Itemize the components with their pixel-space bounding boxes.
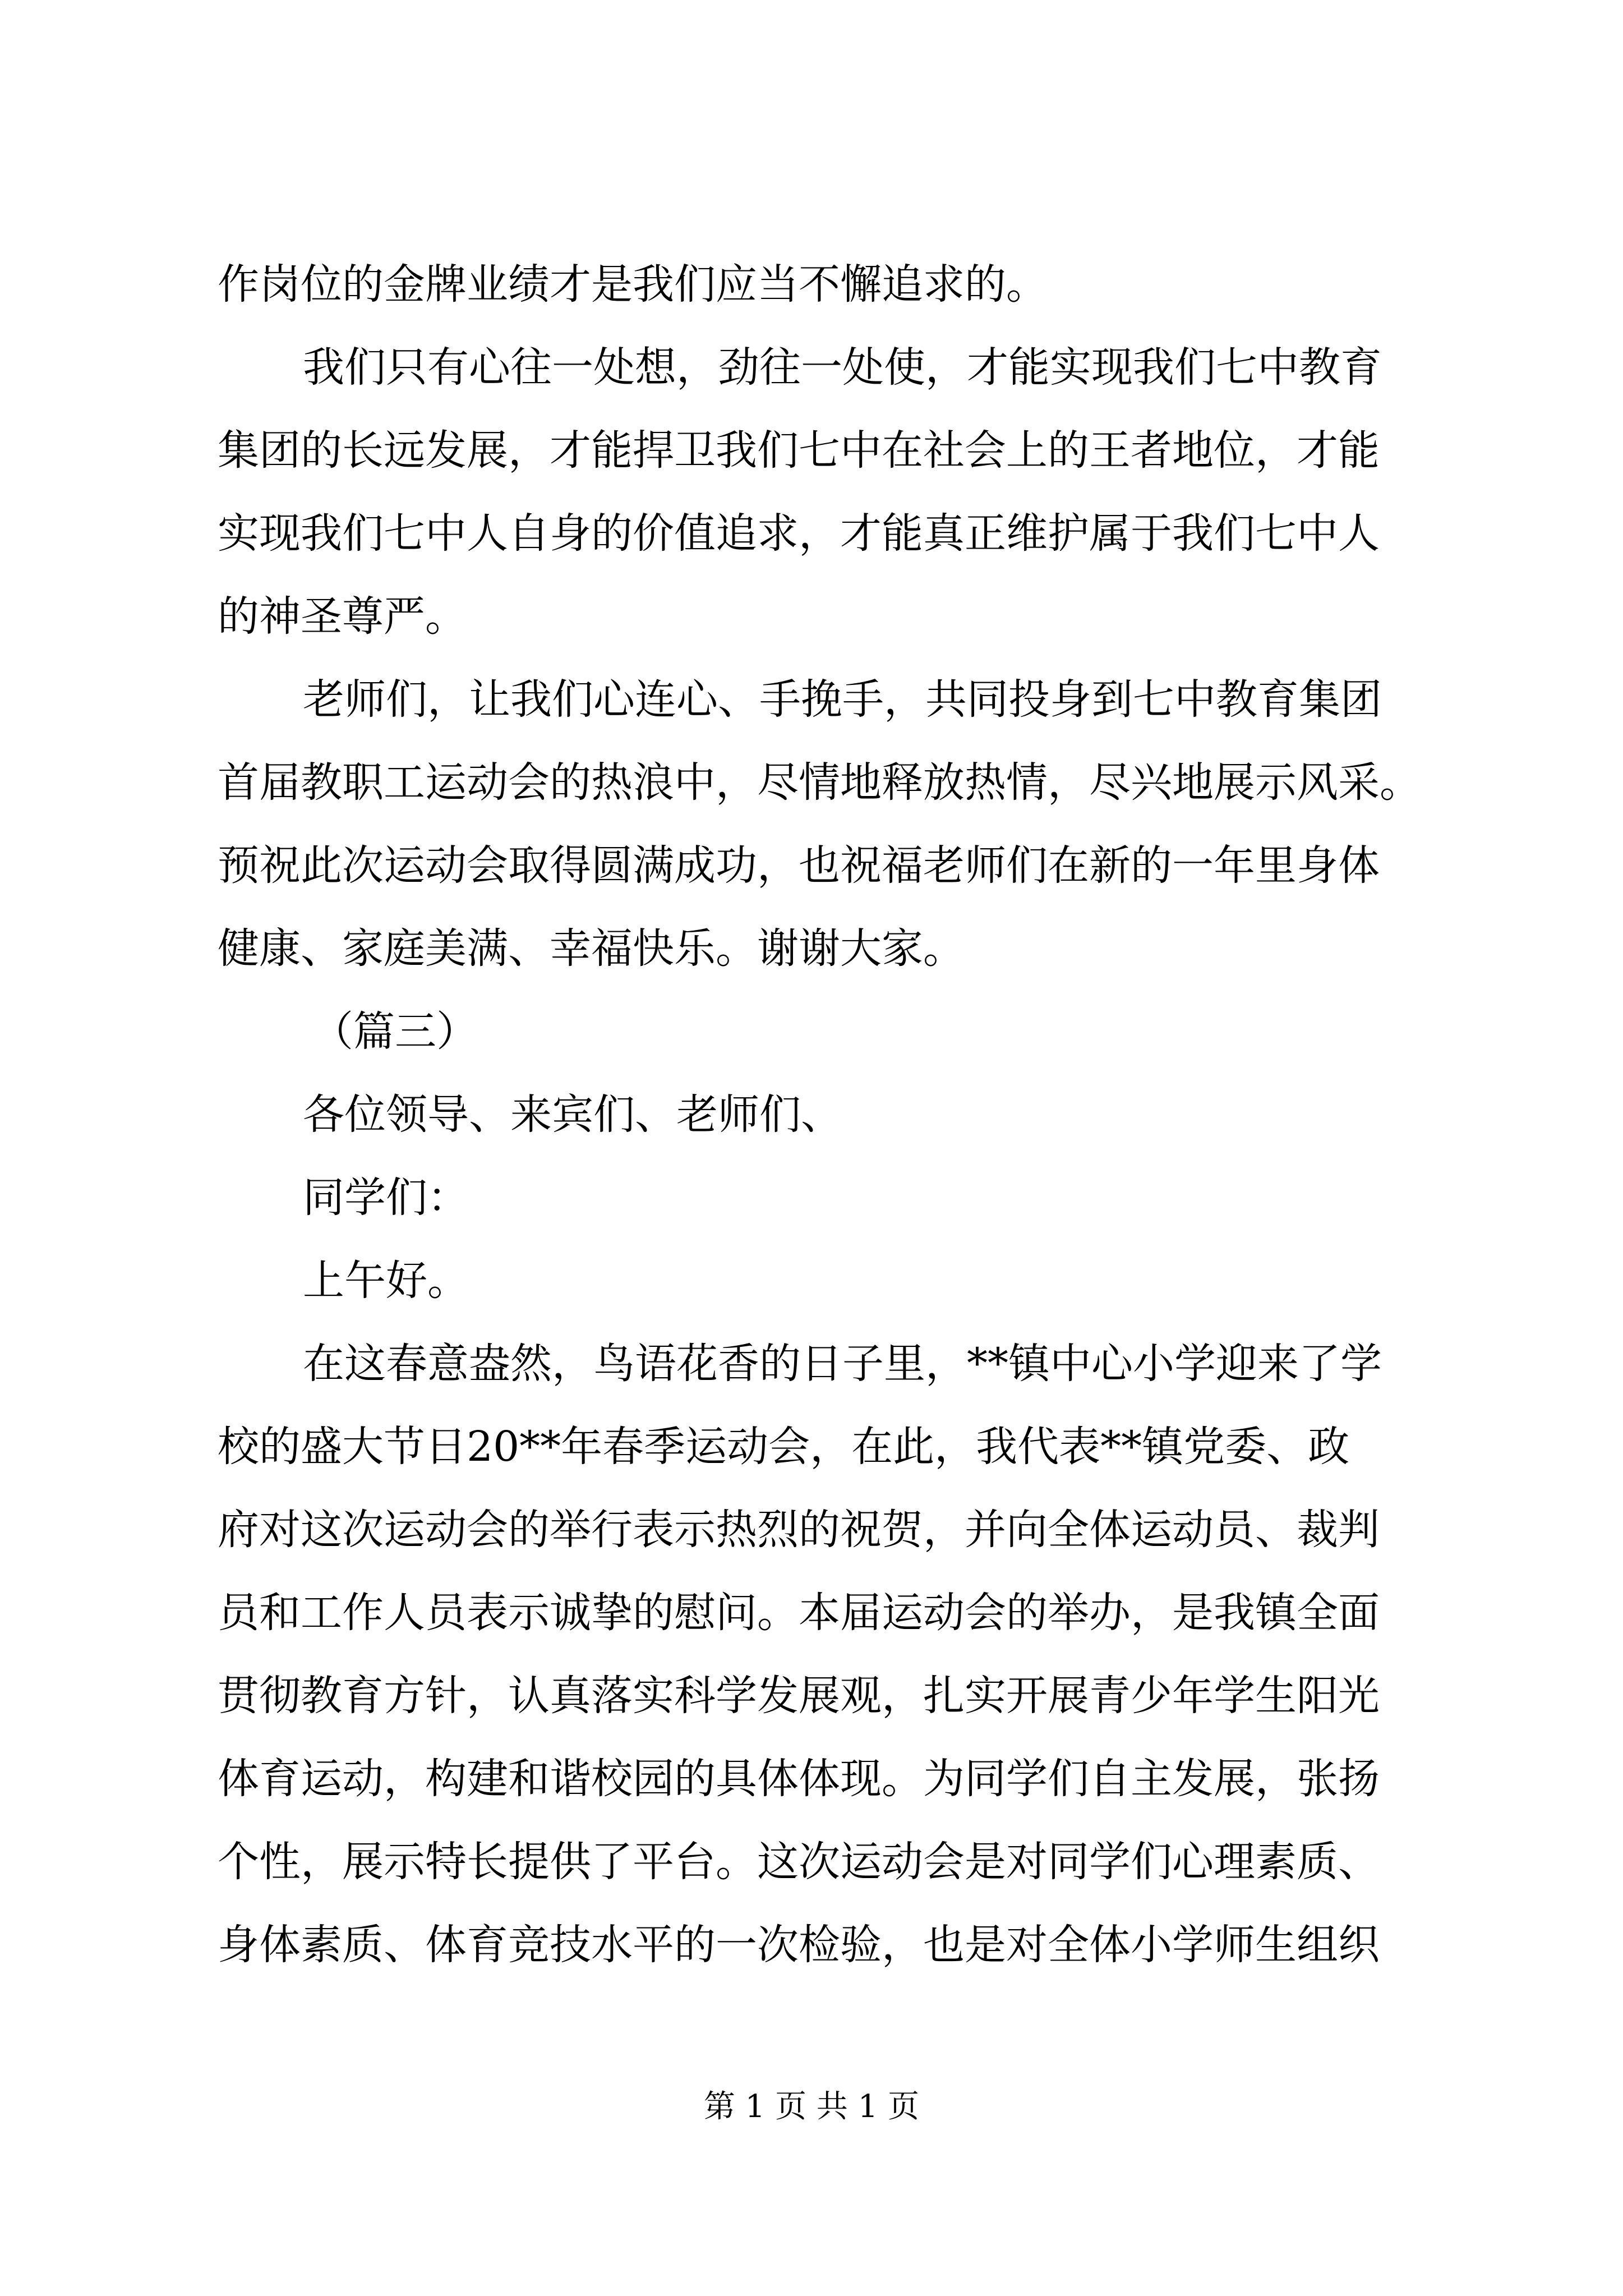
text-line: 老师们，让我们心连心、手挽手，共同投身到七中教育集团 (303, 675, 1382, 724)
greeting-line: 上午好。 (303, 1257, 469, 1305)
text-line: 个性，展示特长提供了平台。这次运动会是对同学们心理素质、 (218, 1838, 1380, 1886)
text-line: 健康、家庭美满、幸福快乐。谢谢大家。 (218, 924, 965, 973)
text-line: 在这春意盎然，鸟语花香的日子里，**镇中心小学迎来了学 (303, 1340, 1382, 1388)
text-line: 作岗位的金牌业绩才是我们应当不懈追求的。 (218, 260, 1048, 309)
text-line: 身体素质、体育竞技水平的一次检验，也是对全体小学师生组织 (218, 1921, 1380, 1969)
text-line: 校的盛大节日20**年春季运动会，在此，我代表**镇党委、政 (218, 1423, 1350, 1471)
text-line: 体育运动，构建和谐校园的具体体现。为同学们自主发展，张扬 (218, 1755, 1380, 1803)
text-line: 的神圣尊严。 (218, 592, 467, 641)
salutation-line: 各位领导、来宾们、老师们、 (303, 1091, 842, 1139)
text-line: 首届教职工运动会的热浪中，尽情地释放热情，尽兴地展示风采。 (218, 758, 1421, 807)
text-line: 我们只有心往一处想，劲往一处使，才能实现我们七中教育 (303, 343, 1382, 392)
text-line: 集团的长远发展，才能捍卫我们七中在社会上的王者地位，才能 (218, 426, 1380, 475)
text-line: 预祝此次运动会取得圆满成功，也祝福老师们在新的一年里身体 (218, 841, 1380, 890)
text-line: 府对这次运动会的举行表示热烈的祝贺，并向全体运动员、裁判 (218, 1506, 1380, 1554)
section-heading: （篇三） (312, 1007, 478, 1056)
text-line: 贯彻教育方针，认真落实科学发展观，扎实开展青少年学生阳光 (218, 1672, 1380, 1720)
text-line: 实现我们七中人自身的价值追求，才能真正维护属于我们七中人 (218, 509, 1380, 558)
page-footer: 第 1 页 共 1 页 (703, 2088, 920, 2125)
text-line: 员和工作人员表示诚挚的慰问。本届运动会的举办，是我镇全面 (218, 1589, 1380, 1637)
salutation-line: 同学们： (303, 1174, 469, 1222)
